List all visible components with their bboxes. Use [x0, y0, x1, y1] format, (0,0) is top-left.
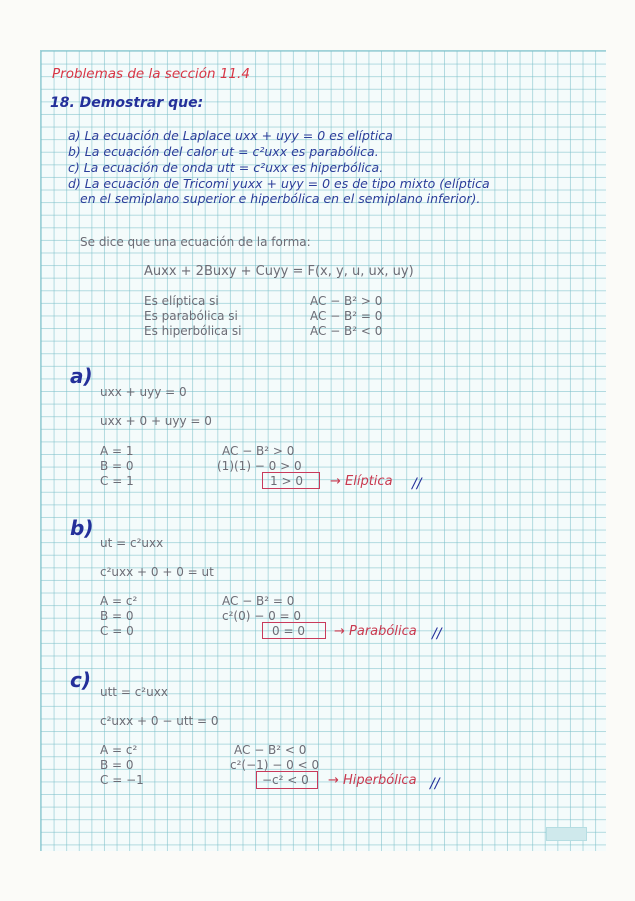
part-a-result: 1 > 0	[270, 474, 303, 488]
criterion-parabolic-label: Es parabólica si	[144, 309, 238, 323]
part-c-eq2: c²uxx + 0 − utt = 0	[100, 714, 219, 728]
item-c: c) La ecuación de onda utt = c²uxx es hiperbólica.	[68, 160, 384, 175]
part-a-coef-b: B = 0	[100, 459, 134, 473]
general-equation: Auxx + 2Buxy + Cuyy = F(x, y, u, ux, uy)	[144, 264, 414, 279]
intro-text: Se dice que una ecuación de la forma:	[80, 235, 311, 249]
part-a-calc2: (1)(1) − 0 > 0	[217, 459, 302, 473]
part-a-conclusion: → Elíptica	[330, 474, 393, 489]
part-c-eq1: utt = c²uxx	[100, 685, 168, 699]
part-c-letter: c)	[70, 668, 91, 692]
criterion-parabolic-cond: AC − B² = 0	[310, 309, 383, 323]
part-a-end-mark: //	[412, 476, 422, 492]
part-a-eq2: uxx + 0 + uyy = 0	[100, 414, 212, 428]
part-a-letter: a)	[70, 364, 93, 388]
part-b-eq1: ut = c²uxx	[100, 536, 164, 550]
part-b-conclusion: → Parabólica	[334, 624, 417, 639]
part-b-calc2: c²(0) − 0 = 0	[222, 609, 302, 623]
criterion-hyperbolic-label: Es hiperbólica si	[144, 324, 242, 338]
section-header: Problemas de la sección 11.4	[52, 66, 250, 82]
item-d: d) La ecuación de Tricomi yuxx + uyy = 0 es de tipo mixto (elíptica	[68, 176, 490, 191]
part-b-eq2: c²uxx + 0 + 0 = ut	[100, 565, 214, 579]
part-a-calc1: AC − B² > 0	[222, 444, 295, 458]
part-c-coef-a: A = c²	[100, 743, 138, 757]
part-b-coef-b: B = 0	[100, 609, 134, 623]
part-c-result: −c² < 0	[262, 773, 309, 787]
part-b-coef-a: A = c²	[100, 594, 138, 608]
part-c-coef-c: C = −1	[100, 773, 144, 787]
part-c-calc2: c²(−1) − 0 < 0	[230, 758, 320, 772]
part-c-conclusion: → Hiperbólica	[328, 773, 417, 788]
criterion-elliptic-cond: AC − B² > 0	[310, 294, 383, 308]
part-a-coef-c: C = 1	[100, 474, 134, 488]
part-b-result: 0 = 0	[272, 624, 305, 638]
part-a-coef-a: A = 1	[100, 444, 134, 458]
part-c-calc1: AC − B² < 0	[234, 743, 307, 757]
item-b: b) La ecuación del calor ut = c²uxx es parabólica.	[68, 144, 379, 159]
part-a-eq1: uxx + uyy = 0	[100, 385, 187, 399]
criterion-hyperbolic-cond: AC − B² < 0	[310, 324, 383, 338]
criterion-elliptic-label: Es elíptica si	[144, 294, 219, 308]
part-c-end-mark: //	[430, 776, 440, 792]
item-d-continuation: en el semiplano superior e hiperbólica en el semiplano inferior).	[80, 191, 481, 206]
item-a: a) La ecuación de Laplace uxx + uyy = 0 es elíptica	[68, 128, 393, 143]
problem-statement: 18. Demostrar que:	[50, 95, 204, 111]
paper-brand-stamp	[546, 827, 587, 841]
part-b-coef-c: C = 0	[100, 624, 134, 638]
part-b-calc1: AC − B² = 0	[222, 594, 295, 608]
part-b-end-mark: //	[432, 626, 442, 642]
part-b-letter: b)	[70, 516, 94, 540]
part-c-coef-b: B = 0	[100, 758, 134, 772]
